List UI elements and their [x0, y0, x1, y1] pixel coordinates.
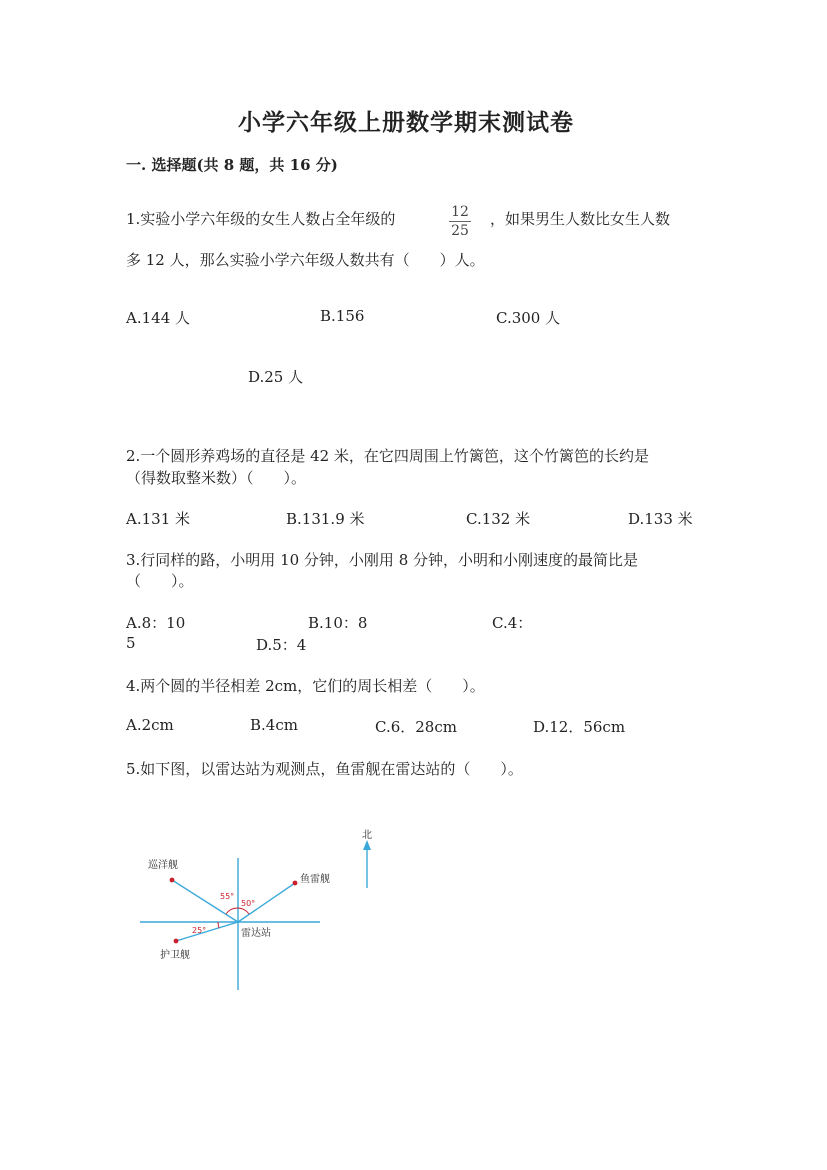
- q3-option-c-wrap: 5: [126, 634, 136, 652]
- fraction-numerator: 12: [451, 204, 469, 220]
- north-arrow-icon: [363, 840, 371, 850]
- q2-option-d: D.133 米: [628, 510, 693, 528]
- q3-line1: 3.行同样的路，小明用 10 分钟，小刚用 8 分钟，小明和小刚速度的最简比是: [126, 551, 639, 569]
- angle-label-55: 55°: [220, 892, 235, 901]
- angle-arc-50: [238, 908, 249, 914]
- angle-arc-55: [226, 908, 238, 914]
- section-heading: 一. 选择题(共 8 题，共 16 分): [126, 156, 338, 174]
- q2-option-b: B.131.9 米: [286, 510, 365, 528]
- cruiser-point: [170, 878, 175, 883]
- fraction-denominator: 25: [451, 223, 469, 239]
- north-label: 北: [362, 830, 372, 841]
- angle-label-25: 25°: [192, 926, 207, 935]
- torpedo-point: [293, 881, 298, 886]
- q2-line1: 2.一个圆形养鸡场的直径是 42 米，在它四周围上竹篱笆，这个竹篱笆的长约是: [126, 447, 649, 465]
- ray-escort: [176, 922, 238, 941]
- ray-cruiser: [172, 880, 238, 922]
- q4-option-c: C.6．28cm: [375, 718, 457, 736]
- q1-fraction: [448, 203, 472, 240]
- cruiser-label: 巡洋舰: [148, 860, 178, 871]
- q1-line2: 多 12 人，那么实验小学六年级人数共有（ ）人。: [126, 251, 485, 269]
- q3-option-a: A.8：10: [126, 614, 186, 632]
- q4-option-b: B.4cm: [250, 716, 298, 734]
- q4-option-d: D.12．56cm: [533, 718, 626, 736]
- q1-line1-b: ，如果男生人数比女生人数: [490, 210, 671, 228]
- torpedo-label: 鱼雷舰: [300, 874, 330, 885]
- page-title: 小学六年级上册数学期末测试卷: [238, 109, 574, 136]
- q1-option-c: C.300 人: [496, 309, 561, 327]
- q2-option-a: A.131 米: [126, 510, 190, 528]
- q1-option-b: B.156: [320, 307, 365, 325]
- q3-line2: （ ）。: [126, 572, 194, 590]
- angle-label-50: 50°: [241, 899, 256, 908]
- q5-line1: 5.如下图，以雷达站为观测点，鱼雷舰在雷达站的（ ）。: [126, 760, 523, 778]
- radar-label: 雷达站: [241, 928, 271, 939]
- angle-arc-25: [218, 922, 219, 928]
- radar-diagram: [130, 820, 390, 1000]
- q4-line1: 4.两个圆的半径相差 2cm，它们的周长相差（ ）。: [126, 677, 485, 695]
- q3-option-d: D.5：4: [256, 636, 307, 654]
- q1-option-a: A.144 人: [126, 309, 190, 327]
- escort-label: 护卫舰: [160, 950, 190, 961]
- q1-option-d: D.25 人: [248, 368, 304, 386]
- q3-option-c: C.4：: [492, 614, 533, 632]
- q2-line2: （得数取整米数）（ ）。: [126, 469, 307, 487]
- escort-point: [174, 939, 179, 944]
- q1-line1-a: 1.实验小学六年级的女生人数占全年级的: [126, 210, 396, 228]
- q3-option-b: B.10：8: [308, 614, 368, 632]
- q2-option-c: C.132 米: [466, 510, 531, 528]
- q4-option-a: A.2cm: [126, 716, 174, 734]
